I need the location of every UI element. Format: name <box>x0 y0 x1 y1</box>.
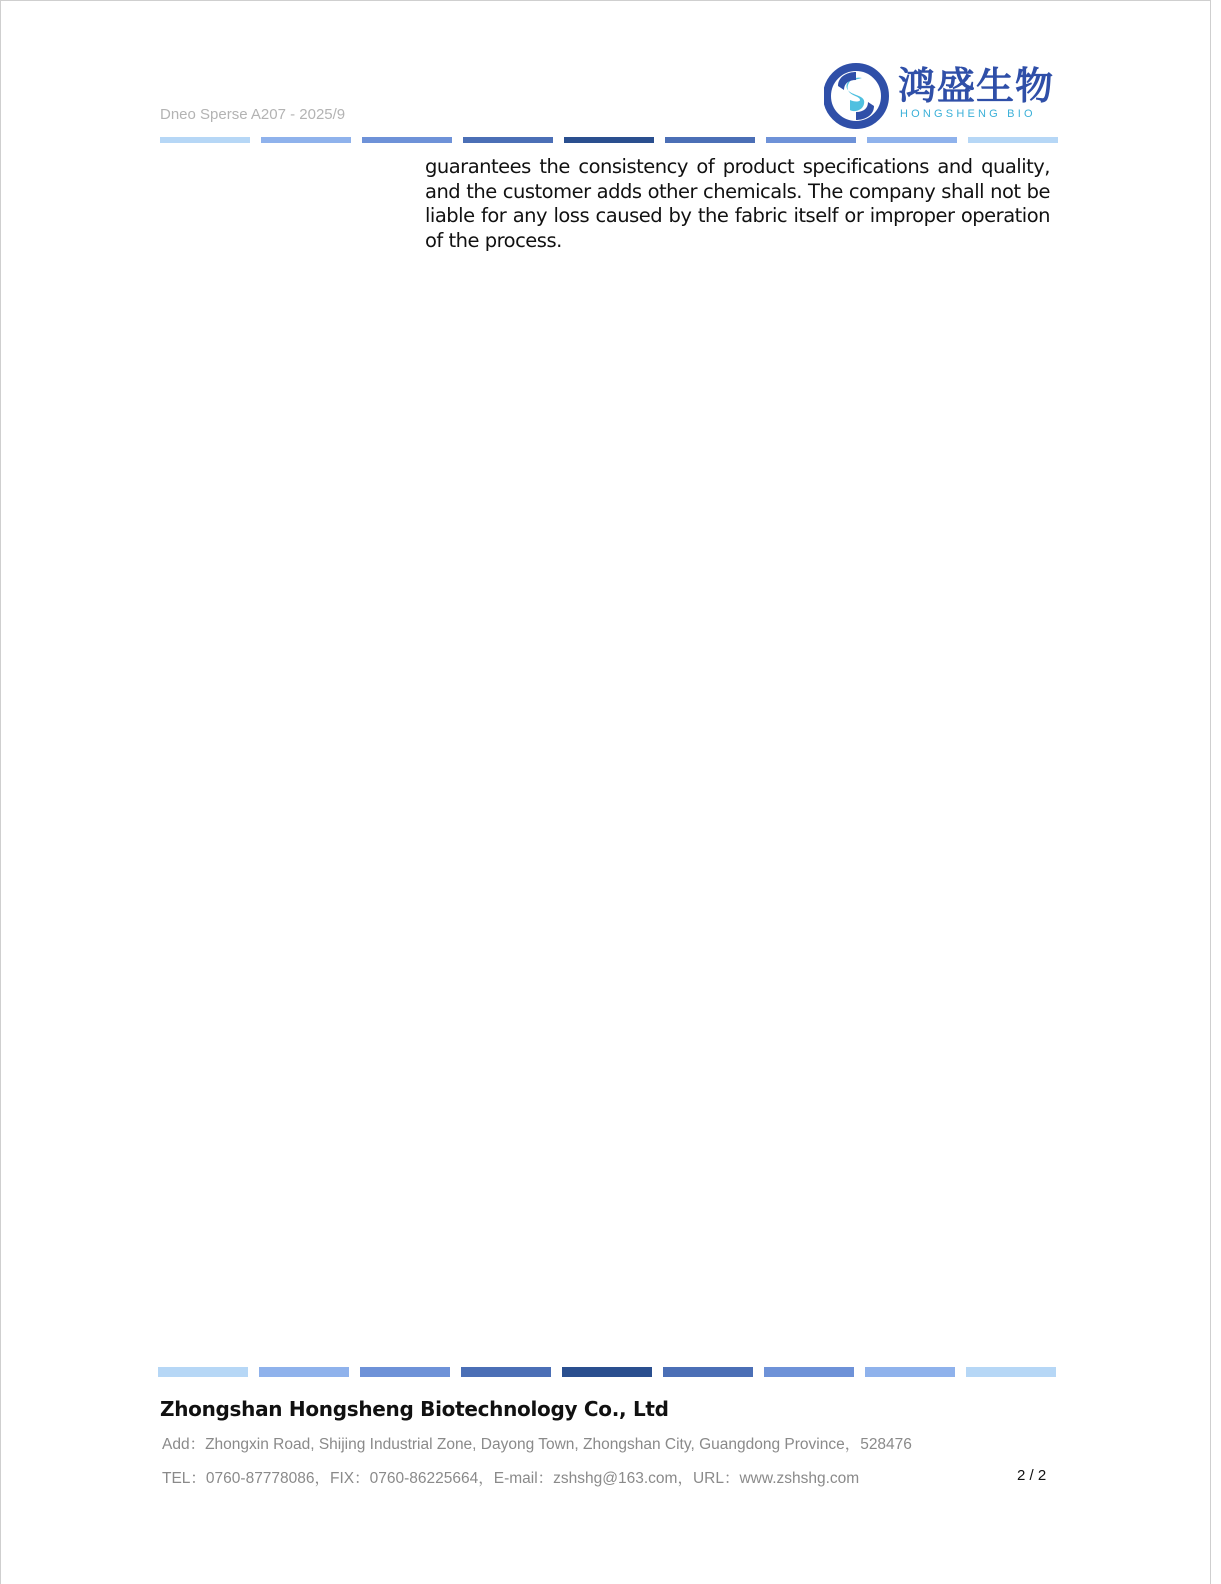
divider-segment <box>663 1367 753 1377</box>
divider-segment <box>461 1367 551 1377</box>
divider-segment <box>966 1367 1056 1377</box>
divider-segment <box>764 1367 854 1377</box>
logo-english-text: HONGSHENG BIO <box>900 108 1036 120</box>
footer-contact: TEL：0760-87778086，FIX：0760-86225664，E-mail：zshshg@163.com，URL：www.zshshg.com <box>162 1470 860 1487</box>
divider-segment <box>160 137 250 143</box>
logo-emblem-icon <box>824 62 892 130</box>
company-logo <box>824 62 1060 130</box>
divider-segment <box>158 1367 248 1377</box>
divider-segment <box>362 137 452 143</box>
divider-segment <box>261 137 351 143</box>
footer-company-name: Zhongshan Hongsheng Biotechnology Co., Ltd <box>160 1397 669 1421</box>
divider-segment <box>463 137 553 143</box>
document-reference: Dneo Sperse A207 - 2025/9 <box>160 106 346 123</box>
divider-segment <box>259 1367 349 1377</box>
divider-segment <box>360 1367 450 1377</box>
divider-segment <box>867 137 957 143</box>
divider-segment <box>968 137 1058 143</box>
page-number: 2 / 2 <box>1017 1467 1047 1484</box>
divider-segment <box>665 137 755 143</box>
footer-address: Add：Zhongxin Road, Shijing Industrial Zone, Dayong Town, Zhongshan City, Guangdong Province，528476 <box>162 1436 912 1453</box>
divider-segment <box>766 137 856 143</box>
header-divider <box>160 137 1058 143</box>
divider-segment <box>564 137 654 143</box>
logo-chinese-text: 鸿盛生物 <box>898 64 1055 108</box>
footer-divider <box>158 1367 1056 1377</box>
divider-segment <box>865 1367 955 1377</box>
divider-segment <box>562 1367 652 1377</box>
body-paragraph: guarantees the consistency of product specifications and quality, and the customer adds other chemicals. The company shall not be liable for any loss caused by the fabric itself or improper operation of the process. <box>425 155 1050 253</box>
